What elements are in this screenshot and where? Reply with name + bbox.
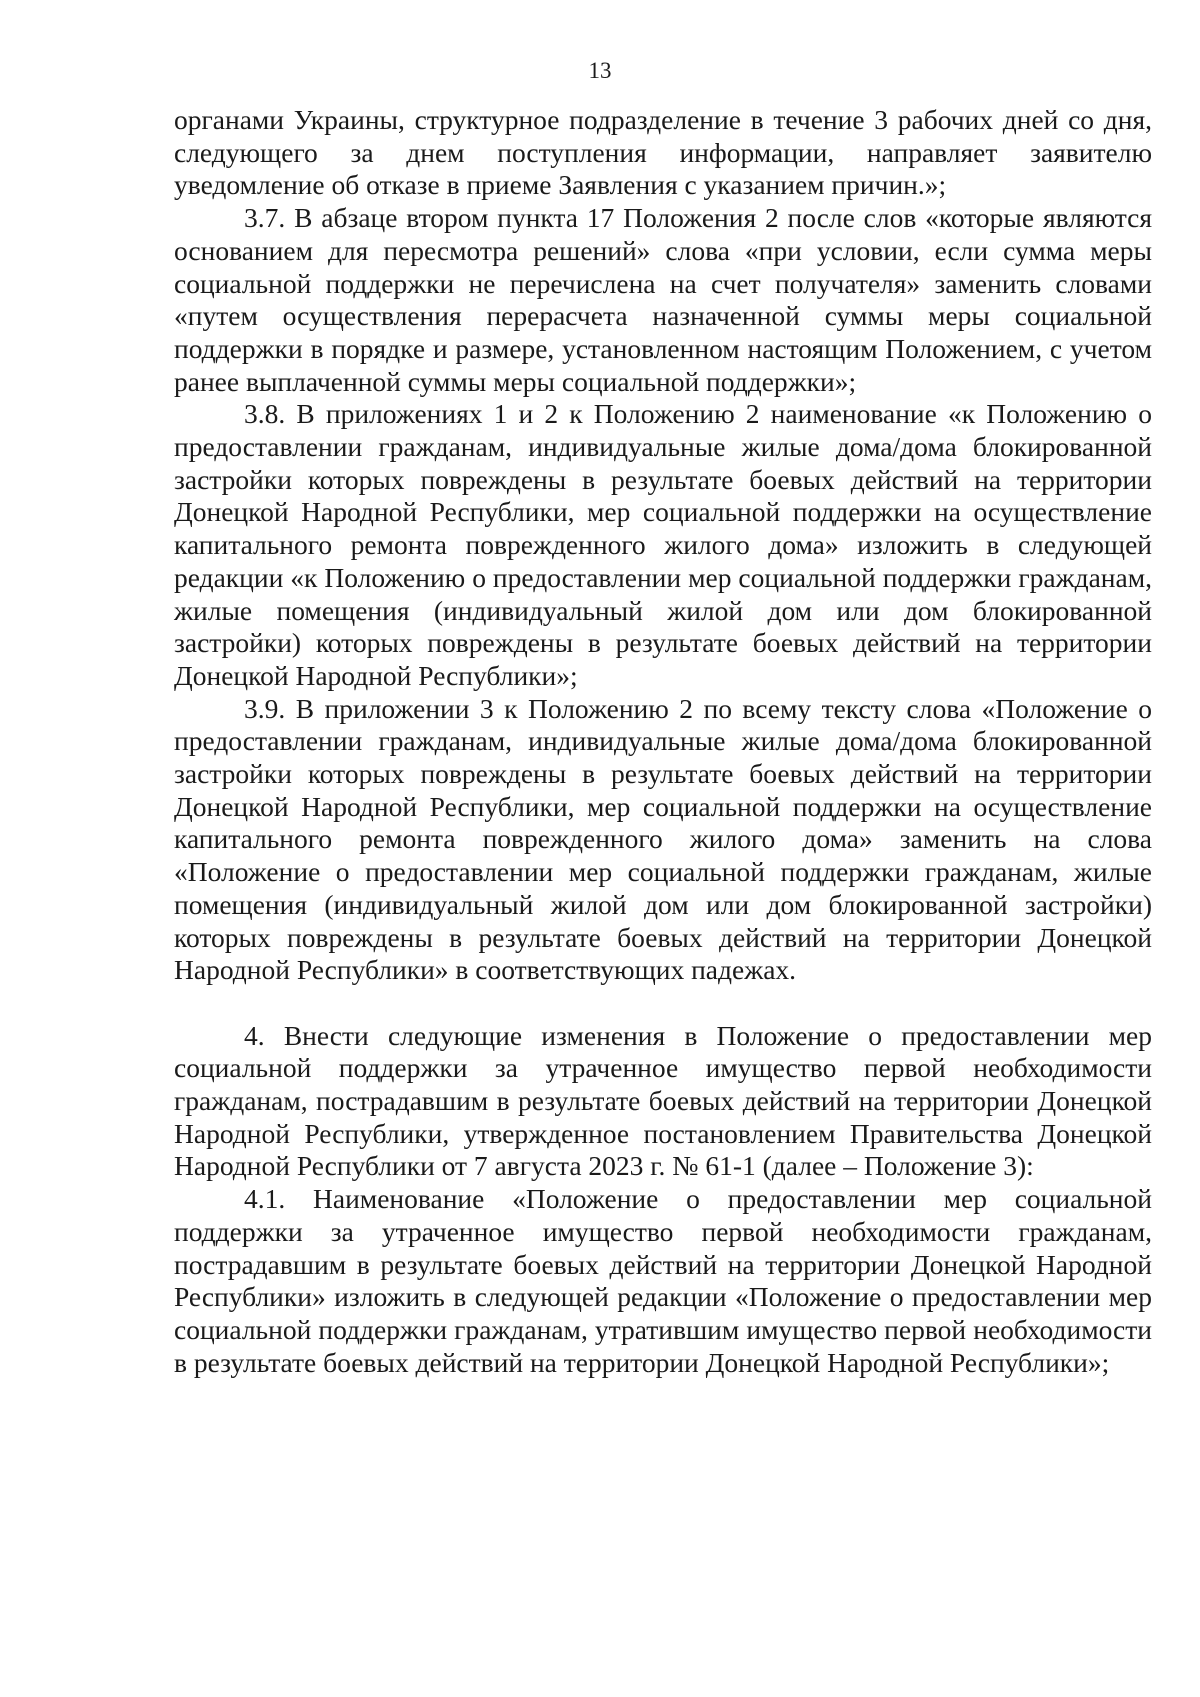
paragraph-3-9: 3.9. В приложении 3 к Положению 2 по всему тексту слова «Положение о предоставлении гражданам, индивидуальные жилые дома/дома блокированной застройки которых повреждены в результате боевых действий на территории Донецкой Народной Республики, мер социальной поддержки на осуществление капитального ремонта поврежденного жилого дома» заменить на слова «Положение о предоставлении мер социальной поддержки гражданам, жилые помещения (индивидуальный жилой дом или дом блокированной застройки) которых повреждены в результате боевых действий на территории Донецкой Народной Республики» в соответствующих падежах.: [174, 692, 1152, 986]
paragraph-gap: [174, 987, 1152, 1020]
page-number: 13: [588, 58, 612, 83]
paragraph-continuation: органами Украины, структурное подразделение в течение 3 рабочих дней со дня, следующего за днем поступления информации, направляет заявителю уведомление об отказе в приеме Заявления с указанием причин.»;: [174, 104, 1152, 201]
paragraph-4-1: 4.1. Наименование «Положение о предоставлении мер социальной поддержки за утраченное имущество первой необходимости гражданам, пострадавшим в результате боевых действий на территории Донецкой Народной Республики» изложить в следующей редакции «Положение о предоставлении мер социальной поддержки гражданам, утратившим имущество первой необходимости в результате боевых действий на территории Донецкой Народной Республики»;: [174, 1183, 1152, 1378]
paragraph-4: 4. Внести следующие изменения в Положение о предоставлении мер социальной поддержки за утраченное имущество первой необходимости гражданам, пострадавшим в результате боевых действий на территории Донецкой Народной Республики, утвержденное постановлением Правительства Донецкой Народной Республики от 7 августа 2023 г. № 61-1 (далее – Положение 3):: [174, 1019, 1152, 1182]
document-body: [174, 104, 1152, 1379]
paragraph-3-7: 3.7. В абзаце втором пункта 17 Положения 2 после слов «которые являются основанием для пересмотра решений» слова «при условии, если сумма меры социальной поддержки не перечислена на счет получателя» заменить словами «путем осуществления перерасчета назначенной суммы меры социальной поддержки в порядке и размере, установленном настоящим Положением, с учетом ранее выплаченной суммы меры социальной поддержки»;: [174, 202, 1152, 397]
paragraph-3-8: 3.8. В приложениях 1 и 2 к Положению 2 наименование «к Положению о предоставлении гражданам, индивидуальные жилые дома/дома блокированной застройки которых повреждены в результате боевых действий на территории Донецкой Народной Республики, мер социальной поддержки на осуществление капитального ремонта поврежденного жилого дома» изложить в следующей редакции «к Положению о предоставлении мер социальной поддержки гражданам, жилые помещения (индивидуальный жилой дом или дом блокированной застройки) которых повреждены в результате боевых действий на территории Донецкой Народной Республики»;: [174, 398, 1152, 691]
